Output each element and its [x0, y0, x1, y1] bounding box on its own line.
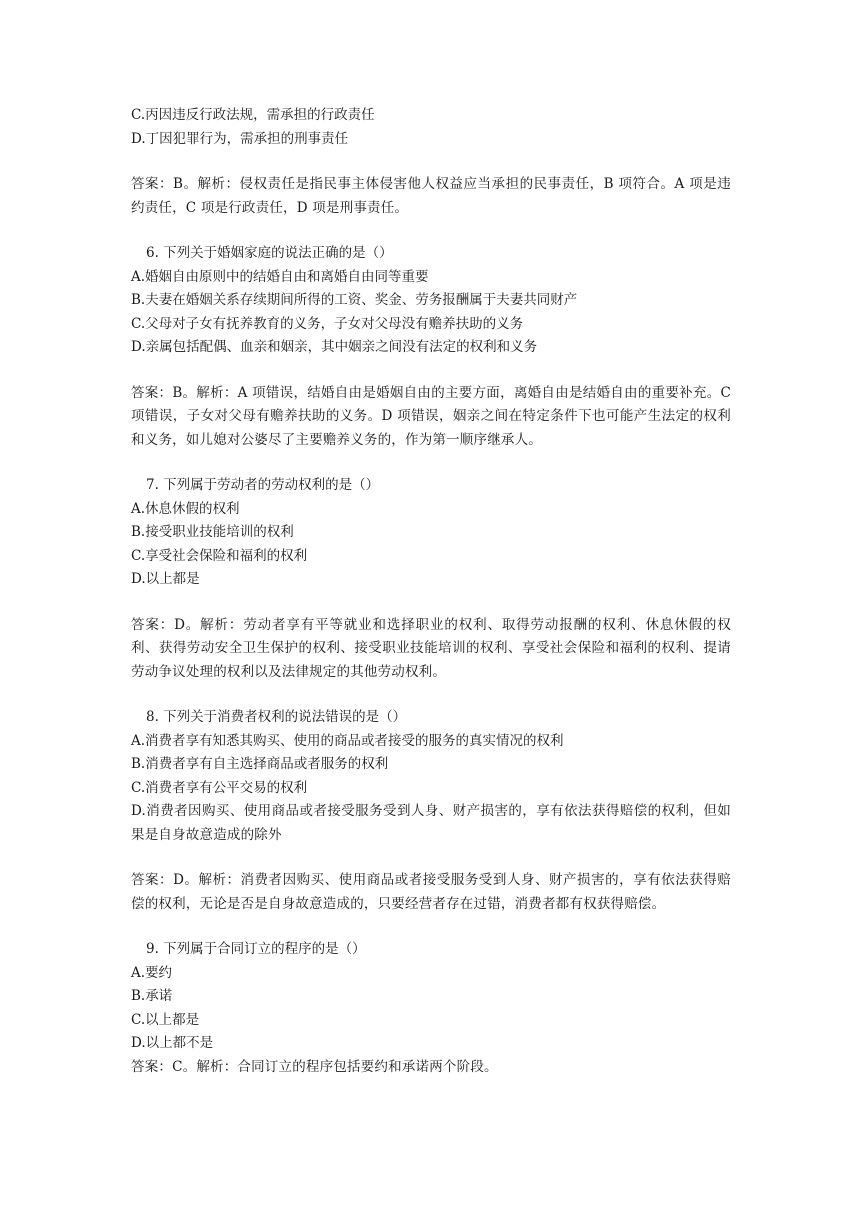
prev-answer: 答案：B。解析：侵权责任是指民事主体侵害他人权益应当承担的民事责任，B 项符合。A 项是违约责任，C 项是行政责任，D 项是刑事责任。	[131, 176, 731, 216]
option-b: B.接受职业技能培训的权利	[131, 524, 294, 540]
option-d: D.丁因犯罪行为，需承担的刑事责任	[131, 130, 349, 147]
answer-explanation: 答案：D。解析：消费者因购买、使用商品或者接受服务受到人身、财产损害的，享有依法获得赔偿的权利，无论是否是自身故意造成的，只要经营者存在过错，消费者都有权获得赔偿。	[131, 872, 731, 912]
question-title: 7. 下列属于劳动者的劳动权利的是（）	[146, 477, 380, 493]
option-d: D.亲属包括配偶、血亲和姻亲，其中姻亲之间没有法定的权利和义务	[131, 339, 538, 355]
answer-explanation: 答案：C。解析：合同订立的程序包括要约和承诺两个阶段。	[131, 1058, 498, 1075]
question-6	[131, 242, 731, 452]
question-title: 6. 下列关于婚姻家庭的说法正确的是（）	[146, 245, 393, 261]
option-a: A.消费者享有知悉其购买、使用的商品或者接受的服务的真实情况的权利	[131, 732, 564, 749]
option-c: C.享受社会保险和福利的权利	[131, 547, 308, 564]
option-d: D.消费者因购买、使用商品或者接受服务受到人身、财产损害的，享有依法获得赔偿的权利，但如果是自身故意造成的除外	[131, 803, 731, 843]
option-c: C.父母对子女有抚养教育的义务，子女对父母没有赡养扶助的义务	[131, 315, 524, 332]
question-7	[131, 474, 731, 684]
option-d: D.以上都是	[131, 571, 200, 587]
question-title: 8. 下列关于消费者权利的说法错误的是（）	[146, 709, 407, 725]
option-b: B.消费者享有自主选择商品或者服务的权利	[131, 756, 389, 772]
option-a: A.要约	[131, 964, 173, 981]
question-8	[131, 706, 731, 916]
document-page	[131, 104, 731, 1079]
option-c: C.丙因违反行政法规，需承担的行政责任	[131, 107, 375, 123]
question-title: 9. 下列属于合同订立的程序的是（）	[146, 941, 366, 957]
option-d: D.以上都不是	[131, 1035, 214, 1051]
option-c: C.以上都是	[131, 1011, 200, 1028]
option-a: A.婚姻自由原则中的结婚自由和离婚自由同等重要	[131, 268, 429, 285]
answer-explanation: 答案：D。解析：劳动者享有平等就业和选择职业的权利、取得劳动报酬的权利、休息休假的权利、获得劳动安全卫生保护的权利、接受职业技能培训的权利、享受社会保险和福利的权利、提请劳动争议处理的权利以及法律规定的其他劳动权利。	[131, 616, 731, 680]
option-b: B.夫妻在婚姻关系存续期间所得的工资、奖金、劳务报酬属于夫妻共同财产	[131, 292, 578, 308]
option-a: A.休息休假的权利	[131, 500, 240, 517]
prev-question-options	[131, 104, 731, 151]
answer-explanation: 答案：B。解析：A 项错误，结婚自由是婚姻自由的主要方面，离婚自由是结婚自由的重要补充。C 项错误，子女对父母有赡养扶助的义务。D 项错误，姻亲之间在特定条件下也可能产生法定的权利和义务，如儿媳对公婆尽了主要赡养义务的，作为第一顺序继承人。	[131, 384, 731, 448]
option-c: C.消费者享有公平交易的权利	[131, 779, 308, 796]
option-b: B.承诺	[131, 988, 173, 1004]
question-9	[131, 938, 731, 1079]
